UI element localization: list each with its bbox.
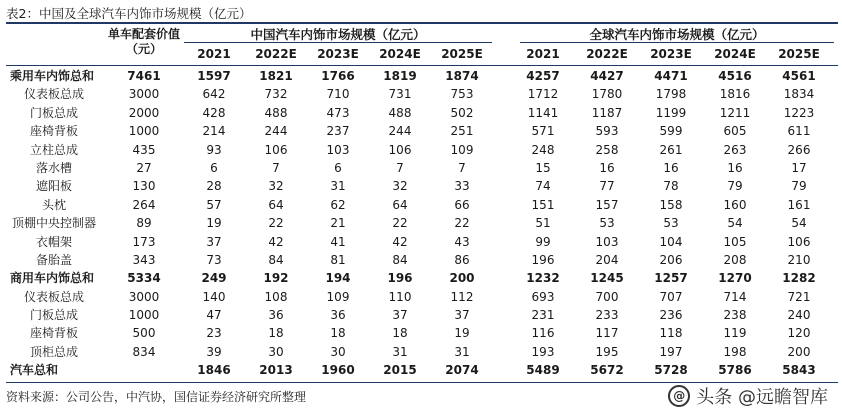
china-value-cell: 237 bbox=[326, 124, 350, 139]
global-value-cell: 1282 bbox=[782, 271, 816, 286]
global-value-cell: 4427 bbox=[590, 69, 624, 83]
global-value-cell: 5672 bbox=[590, 363, 624, 378]
china-value-cell: 7 bbox=[458, 160, 466, 175]
cn-year-2021: 2021 bbox=[197, 47, 231, 61]
china-value-cell: 22 bbox=[454, 216, 470, 231]
unit-value-header: 单车配套价值（元） bbox=[108, 27, 181, 56]
row-label: 落水槽 bbox=[35, 160, 72, 175]
global-value-cell: 157 bbox=[595, 197, 619, 212]
global-value-cell: 119 bbox=[723, 326, 747, 341]
gl-year-2021: 2021 bbox=[526, 47, 560, 61]
unit-value-cell: 343 bbox=[132, 252, 156, 267]
china-value-cell: 251 bbox=[450, 124, 474, 139]
china-value-cell: 23 bbox=[206, 326, 222, 341]
china-value-cell: 502 bbox=[450, 105, 474, 120]
china-value-cell: 2013 bbox=[259, 363, 293, 378]
row-label: 乘用车内饰总和 bbox=[10, 69, 95, 83]
china-value-cell: 6 bbox=[334, 160, 342, 175]
unit-value-cell: 89 bbox=[136, 216, 152, 231]
row-label: 顶柜总成 bbox=[29, 344, 78, 359]
table-body bbox=[0, 67, 842, 380]
table-row bbox=[0, 214, 842, 232]
china-value-cell: 73 bbox=[206, 252, 222, 267]
global-value-cell: 54 bbox=[727, 216, 743, 231]
row-label: 衣帽架 bbox=[35, 234, 72, 249]
china-value-cell: 37 bbox=[206, 234, 222, 249]
table-row bbox=[0, 196, 842, 214]
china-value-cell: 64 bbox=[392, 197, 408, 212]
china-value-cell: 106 bbox=[388, 142, 412, 157]
global-value-cell: 104 bbox=[659, 234, 683, 249]
global-value-cell: 151 bbox=[531, 197, 555, 212]
china-value-cell: 244 bbox=[264, 124, 288, 139]
global-value-cell: 208 bbox=[723, 252, 747, 267]
table-row bbox=[0, 324, 842, 342]
header-rule bbox=[6, 65, 838, 66]
china-value-cell: 110 bbox=[388, 289, 412, 304]
global-value-cell: 204 bbox=[595, 252, 619, 267]
china-value-cell: 37 bbox=[392, 308, 408, 323]
table-row bbox=[0, 104, 842, 122]
china-value-cell: 488 bbox=[388, 105, 412, 120]
year-header-row bbox=[0, 47, 842, 62]
global-value-cell: 116 bbox=[531, 326, 555, 341]
global-value-cell: 261 bbox=[659, 142, 683, 157]
global-value-cell: 593 bbox=[595, 124, 619, 139]
global-value-cell: 16 bbox=[663, 160, 679, 175]
global-value-cell: 198 bbox=[723, 344, 747, 359]
unit-value-cell: 173 bbox=[132, 234, 156, 249]
china-value-cell: 112 bbox=[450, 289, 474, 304]
china-value-cell: 66 bbox=[454, 197, 470, 212]
table-row bbox=[0, 177, 842, 195]
china-value-cell: 200 bbox=[449, 271, 475, 286]
global-value-cell: 99 bbox=[535, 234, 551, 249]
cn-year-2025e: 2025E bbox=[441, 47, 483, 61]
global-value-cell: 238 bbox=[723, 308, 747, 323]
global-value-cell: 106 bbox=[787, 234, 811, 249]
china-value-cell: 28 bbox=[206, 179, 222, 194]
global-value-cell: 54 bbox=[791, 216, 807, 231]
table-row bbox=[0, 141, 842, 159]
global-value-cell: 5728 bbox=[654, 363, 688, 378]
global-value-cell: 1199 bbox=[655, 105, 687, 120]
china-value-cell: 2015 bbox=[383, 363, 417, 378]
china-value-cell: 18 bbox=[392, 326, 408, 341]
global-market-header: 全球汽车内饰市场规模（亿元） bbox=[589, 27, 765, 42]
global-value-cell: 5489 bbox=[526, 363, 560, 378]
global-value-cell: 103 bbox=[595, 234, 619, 249]
china-header-underline bbox=[184, 42, 492, 43]
china-value-cell: 1960 bbox=[321, 363, 355, 378]
global-value-cell: 5786 bbox=[718, 363, 752, 378]
global-value-cell: 1780 bbox=[591, 87, 623, 102]
china-value-cell: 196 bbox=[387, 271, 413, 286]
unit-value-cell: 5334 bbox=[127, 271, 161, 286]
china-value-cell: 64 bbox=[268, 197, 284, 212]
china-value-cell: 33 bbox=[454, 179, 470, 194]
cn-year-2022e: 2022E bbox=[255, 47, 297, 61]
china-value-cell: 21 bbox=[330, 216, 346, 231]
global-value-cell: 77 bbox=[599, 179, 615, 194]
gl-year-2025e: 2025E bbox=[778, 47, 820, 61]
global-value-cell: 248 bbox=[531, 142, 555, 157]
global-value-cell: 51 bbox=[535, 216, 551, 231]
china-value-cell: 36 bbox=[330, 308, 346, 323]
china-value-cell: 37 bbox=[454, 308, 470, 323]
table-title: 表2：中国及全球汽车内饰市场规模（亿元） bbox=[6, 6, 252, 21]
global-value-cell: 1232 bbox=[526, 271, 560, 286]
china-value-cell: 84 bbox=[392, 252, 408, 267]
china-value-cell: 473 bbox=[326, 105, 350, 120]
table-row bbox=[0, 288, 842, 306]
global-value-cell: 233 bbox=[595, 308, 619, 323]
china-value-cell: 93 bbox=[206, 142, 222, 157]
global-value-cell: 1245 bbox=[590, 271, 624, 286]
china-value-cell: 6 bbox=[210, 160, 218, 175]
gl-year-2022e: 2022E bbox=[586, 47, 628, 61]
row-label: 商用车内饰总和 bbox=[10, 271, 95, 286]
global-value-cell: 4561 bbox=[782, 69, 816, 83]
table-row bbox=[0, 159, 842, 177]
global-value-cell: 4516 bbox=[718, 69, 752, 83]
global-value-cell: 118 bbox=[659, 326, 683, 341]
global-value-cell: 79 bbox=[727, 179, 743, 194]
global-value-cell: 53 bbox=[663, 216, 679, 231]
global-value-cell: 16 bbox=[727, 160, 743, 175]
row-label: 备胎盖 bbox=[35, 252, 72, 267]
china-value-cell: 81 bbox=[330, 252, 346, 267]
global-value-cell: 1223 bbox=[783, 105, 815, 120]
global-value-cell: 571 bbox=[531, 124, 555, 139]
global-value-cell: 1211 bbox=[719, 105, 751, 120]
china-value-cell: 7 bbox=[272, 160, 280, 175]
table-row bbox=[0, 269, 842, 287]
china-value-cell: 1766 bbox=[321, 69, 355, 83]
china-value-cell: 732 bbox=[264, 87, 288, 102]
global-value-cell: 599 bbox=[659, 124, 683, 139]
global-value-cell: 707 bbox=[659, 289, 683, 304]
row-label: 遮阳板 bbox=[35, 179, 72, 194]
china-value-cell: 194 bbox=[325, 271, 351, 286]
global-value-cell: 197 bbox=[659, 344, 683, 359]
global-value-cell: 196 bbox=[531, 252, 555, 267]
unit-value-cell: 3000 bbox=[128, 289, 160, 304]
china-value-cell: 39 bbox=[206, 344, 222, 359]
china-value-cell: 1597 bbox=[197, 69, 231, 83]
watermark-text: 头条 @远瞻智库 bbox=[696, 387, 828, 408]
china-value-cell: 22 bbox=[268, 216, 284, 231]
unit-value-cell: 130 bbox=[132, 179, 156, 194]
unit-value-cell: 1000 bbox=[128, 124, 160, 139]
unit-value-cell: 2000 bbox=[128, 105, 160, 120]
row-label: 座椅背板 bbox=[29, 326, 78, 341]
global-value-cell: 605 bbox=[723, 124, 747, 139]
china-value-cell: 36 bbox=[268, 308, 284, 323]
china-value-cell: 214 bbox=[202, 124, 226, 139]
global-value-cell: 105 bbox=[723, 234, 747, 249]
china-value-cell: 47 bbox=[206, 308, 222, 323]
china-value-cell: 1846 bbox=[197, 363, 231, 378]
row-label: 仪表板总成 bbox=[23, 289, 84, 304]
china-value-cell: 31 bbox=[392, 344, 408, 359]
unit-value-cell: 264 bbox=[132, 197, 156, 212]
china-value-cell: 108 bbox=[264, 289, 288, 304]
global-value-cell: 210 bbox=[787, 252, 811, 267]
table-row bbox=[0, 233, 842, 251]
global-value-cell: 240 bbox=[787, 308, 811, 323]
unit-value-cell: 500 bbox=[132, 326, 156, 341]
global-value-cell: 4471 bbox=[654, 69, 688, 83]
global-value-cell: 1141 bbox=[527, 105, 559, 120]
china-value-cell: 42 bbox=[268, 234, 284, 249]
global-value-cell: 16 bbox=[599, 160, 615, 175]
global-header-underline bbox=[520, 42, 834, 43]
table-row bbox=[0, 85, 842, 103]
global-value-cell: 1834 bbox=[783, 87, 815, 102]
china-value-cell: 244 bbox=[388, 124, 412, 139]
china-value-cell: 32 bbox=[268, 179, 284, 194]
unit-value-cell: 7461 bbox=[127, 69, 161, 83]
table-row bbox=[0, 122, 842, 140]
china-value-cell: 84 bbox=[268, 252, 284, 267]
china-market-header: 中国汽车内饰市场规模（亿元） bbox=[250, 27, 426, 42]
global-value-cell: 206 bbox=[659, 252, 683, 267]
row-label: 仪表板总成 bbox=[23, 87, 84, 102]
global-value-cell: 266 bbox=[787, 142, 811, 157]
global-value-cell: 1257 bbox=[654, 271, 688, 286]
row-label: 门板总成 bbox=[29, 308, 78, 323]
row-label: 门板总成 bbox=[29, 105, 78, 120]
global-value-cell: 258 bbox=[595, 142, 619, 157]
unit-value-cell: 27 bbox=[136, 160, 152, 175]
source-note: 资料来源：公司公告，中汽协，国信证券经济研究所整理 bbox=[6, 390, 307, 404]
global-value-cell: 1270 bbox=[718, 271, 752, 286]
china-value-cell: 18 bbox=[268, 326, 284, 341]
global-value-cell: 721 bbox=[787, 289, 811, 304]
row-label: 汽车总和 bbox=[10, 363, 59, 378]
global-value-cell: 714 bbox=[723, 289, 747, 304]
global-value-cell: 200 bbox=[787, 344, 811, 359]
global-value-cell: 195 bbox=[595, 344, 619, 359]
global-value-cell: 611 bbox=[787, 124, 811, 139]
china-value-cell: 753 bbox=[450, 87, 474, 102]
china-value-cell: 2074 bbox=[445, 363, 479, 378]
row-label: 顶棚中央控制器 bbox=[11, 216, 96, 231]
china-value-cell: 106 bbox=[264, 142, 288, 157]
china-value-cell: 19 bbox=[206, 216, 222, 231]
china-value-cell: 57 bbox=[206, 197, 222, 212]
global-value-cell: 700 bbox=[595, 289, 619, 304]
row-label: 立柱总成 bbox=[29, 142, 78, 157]
watermark bbox=[668, 382, 828, 410]
china-value-cell: 62 bbox=[330, 197, 346, 212]
row-label: 头枕 bbox=[41, 197, 66, 212]
china-value-cell: 192 bbox=[263, 271, 289, 286]
china-value-cell: 42 bbox=[392, 234, 408, 249]
table-row bbox=[0, 343, 842, 361]
china-value-cell: 41 bbox=[330, 234, 346, 249]
global-value-cell: 120 bbox=[787, 326, 811, 341]
cn-year-2024e: 2024E bbox=[379, 47, 421, 61]
china-value-cell: 31 bbox=[454, 344, 470, 359]
china-value-cell: 428 bbox=[202, 105, 226, 120]
global-value-cell: 1798 bbox=[655, 87, 687, 102]
toutiao-logo-icon: @ bbox=[668, 385, 690, 407]
china-value-cell: 1819 bbox=[383, 69, 417, 83]
china-value-cell: 32 bbox=[392, 179, 408, 194]
global-value-cell: 693 bbox=[531, 289, 555, 304]
global-value-cell: 263 bbox=[723, 142, 747, 157]
unit-value-cell: 3000 bbox=[128, 87, 160, 102]
china-value-cell: 642 bbox=[202, 87, 226, 102]
china-value-cell: 30 bbox=[330, 344, 346, 359]
global-value-cell: 5843 bbox=[782, 363, 816, 378]
global-value-cell: 79 bbox=[791, 179, 807, 194]
china-value-cell: 488 bbox=[264, 105, 288, 120]
global-value-cell: 1187 bbox=[591, 105, 623, 120]
table-row bbox=[0, 306, 842, 324]
china-value-cell: 249 bbox=[201, 271, 227, 286]
china-value-cell: 1821 bbox=[259, 69, 293, 83]
china-value-cell: 109 bbox=[326, 289, 350, 304]
global-value-cell: 53 bbox=[599, 216, 615, 231]
top-rule bbox=[6, 22, 838, 24]
china-value-cell: 1874 bbox=[445, 69, 479, 83]
china-value-cell: 140 bbox=[202, 289, 226, 304]
china-value-cell: 86 bbox=[454, 252, 470, 267]
global-value-cell: 158 bbox=[659, 197, 683, 212]
china-value-cell: 731 bbox=[388, 87, 412, 102]
global-value-cell: 193 bbox=[531, 344, 555, 359]
china-value-cell: 19 bbox=[454, 326, 470, 341]
global-value-cell: 117 bbox=[595, 326, 619, 341]
global-value-cell: 15 bbox=[535, 160, 551, 175]
table-row bbox=[0, 251, 842, 269]
china-value-cell: 710 bbox=[326, 87, 350, 102]
global-value-cell: 74 bbox=[535, 179, 551, 194]
table-row bbox=[0, 361, 842, 379]
global-value-cell: 236 bbox=[659, 308, 683, 323]
global-value-cell: 231 bbox=[531, 308, 555, 323]
global-value-cell: 1816 bbox=[719, 87, 751, 102]
gl-year-2023e: 2023E bbox=[650, 47, 692, 61]
china-value-cell: 18 bbox=[330, 326, 346, 341]
china-value-cell: 109 bbox=[450, 142, 474, 157]
unit-value-cell: 435 bbox=[132, 142, 156, 157]
table-row bbox=[0, 67, 842, 85]
cn-year-2023e: 2023E bbox=[317, 47, 359, 61]
china-value-cell: 30 bbox=[268, 344, 284, 359]
global-value-cell: 78 bbox=[663, 179, 679, 194]
global-value-cell: 160 bbox=[723, 197, 747, 212]
global-value-cell: 17 bbox=[791, 160, 807, 175]
global-value-cell: 4257 bbox=[526, 69, 560, 83]
china-value-cell: 31 bbox=[330, 179, 346, 194]
unit-value-cell: 834 bbox=[132, 344, 156, 359]
china-value-cell: 7 bbox=[396, 160, 404, 175]
china-value-cell: 43 bbox=[454, 234, 470, 249]
china-value-cell: 103 bbox=[326, 142, 350, 157]
china-value-cell: 22 bbox=[392, 216, 408, 231]
row-label: 座椅背板 bbox=[29, 124, 78, 139]
unit-value-cell: 1000 bbox=[128, 308, 160, 323]
global-value-cell: 161 bbox=[787, 197, 811, 212]
gl-year-2024e: 2024E bbox=[714, 47, 756, 61]
global-value-cell: 1712 bbox=[527, 87, 559, 102]
